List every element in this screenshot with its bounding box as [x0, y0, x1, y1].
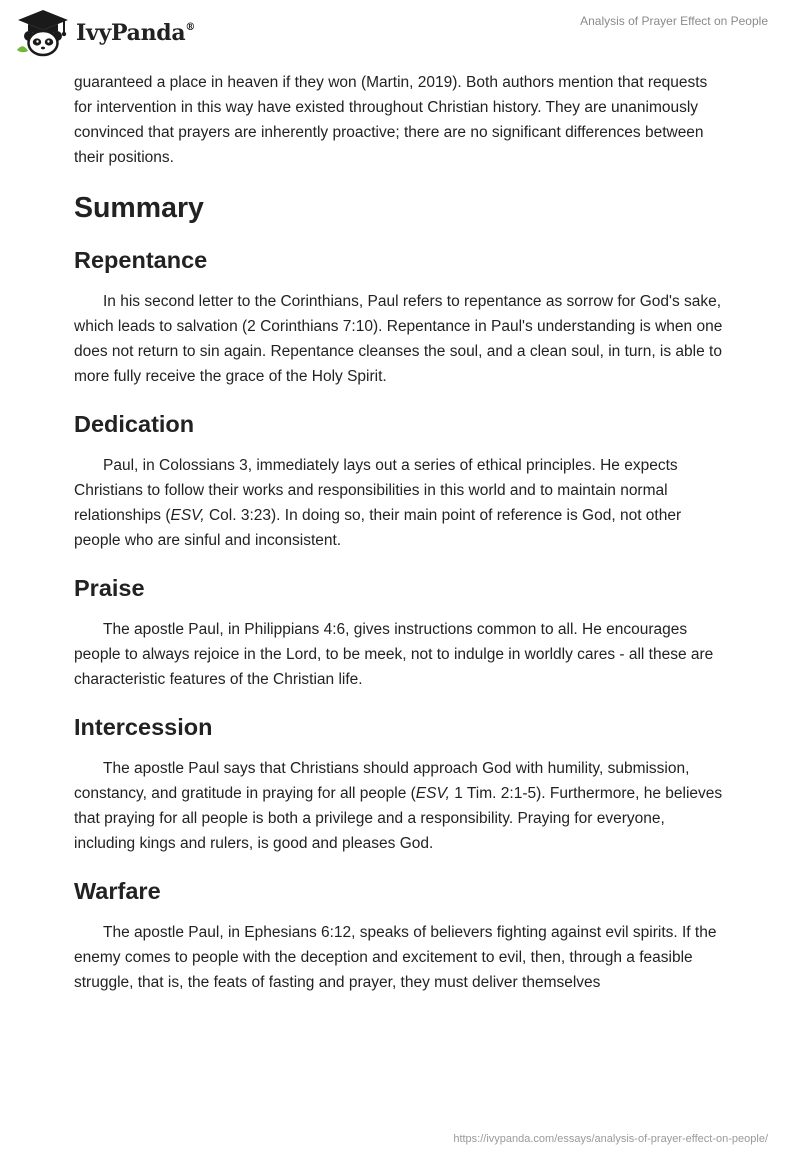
intercession-text-part2: 1 Tim. 2:1-5). Furthermore, he believes that praying for all people is both a privilege and a responsibility. Praying for everyone, including kings and rulers, is good and pleases God.	[74, 785, 723, 852]
panda-graduate-icon	[14, 8, 72, 58]
repentance-paragraph: In his second letter to the Corinthians, Paul refers to repentance as sorrow for God's sake, which leads to salvation (2 Corinthians 7:10). Repentance in Paul's understanding is when one does not return to sin again. Repentance cleanses the soul, and a clean soul, in turn, is able to more fully receive the grace of the Holy Spirit.	[74, 293, 723, 385]
source-url[interactable]: https://ivypanda.com/essays/analysis-of-prayer-effect-on-people/	[453, 1133, 768, 1145]
ivypanda-logo[interactable]	[14, 8, 195, 58]
intercession-text-part1: The apostle Paul says that Christians should approach God with humility, submission, constancy, and gratitude in praying for all people (	[74, 760, 690, 802]
essay-body	[74, 70, 726, 995]
warfare-heading: Warfare	[74, 878, 161, 904]
repentance-heading: Repentance	[74, 247, 208, 273]
page-header	[0, 0, 800, 64]
praise-paragraph: The apostle Paul, in Philippians 4:6, gives instructions common to all. He encourages people to always rejoice in the Lord, to be meek, not to indulge in worldly cares - all these are characteristic features of the Christian life.	[74, 621, 714, 688]
praise-heading: Praise	[74, 575, 145, 601]
intro-paragraph: guaranteed a place in heaven if they won (Martin, 2019). Both authors mention that requests for intervention in this way have existed throughout Christian history. They are unanimously convinced that prayers are inherently proactive; there are no significant differences between their positions.	[74, 74, 708, 166]
brand-name: IvyPanda®	[76, 20, 196, 46]
dedication-text-part2: Col. 3:23). In doing so, their main point of reference is God, not other people who are sinful and inconsistent.	[74, 507, 682, 549]
summary-heading: Summary	[74, 192, 204, 224]
dedication-heading: Dedication	[74, 411, 195, 437]
dedication-citation: ESV,	[170, 507, 205, 524]
intercession-paragraph	[74, 756, 726, 856]
dedication-paragraph	[74, 453, 726, 553]
intercession-citation: ESV,	[415, 785, 450, 802]
warfare-paragraph: The apostle Paul, in Ephesians 6:12, speaks of believers fighting against evil spirits. If the enemy comes to people with the deception and excitement to evil, then, through a feasible struggle, that is, the feats of fasting and prayer, they must deliver themselves	[74, 924, 717, 991]
document-title: Analysis of Prayer Effect on People	[580, 14, 768, 28]
dedication-text-part1: Paul, in Colossians 3, immediately lays out a series of ethical principles. He expects Christians to follow their works and responsibilities in this world and to maintain normal relationships (	[74, 457, 678, 524]
intercession-heading: Intercession	[74, 714, 213, 740]
